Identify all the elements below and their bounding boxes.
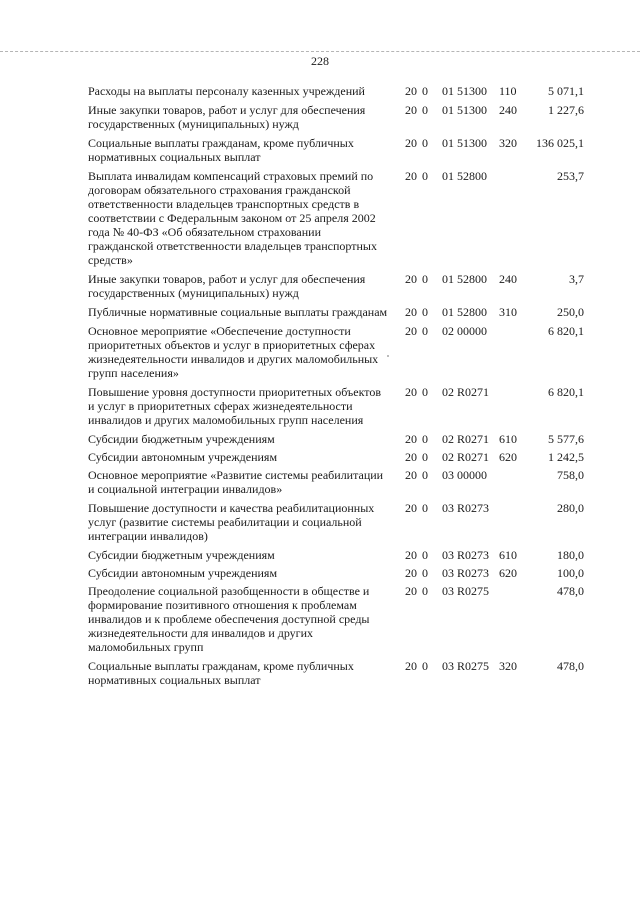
row-amount: 1 227,6 (548, 103, 584, 117)
row-amount: 6 820,1 (548, 385, 584, 399)
table-row (88, 584, 608, 654)
subsection-code: 0 (422, 324, 428, 338)
expense-type-code: 610 (499, 548, 517, 562)
section-code: 20 (405, 324, 417, 338)
subsection-code: 0 (422, 584, 428, 598)
subsection-code: 0 (422, 103, 428, 117)
section-code: 20 (405, 450, 417, 464)
expense-type-code: 240 (499, 272, 517, 286)
target-article-code: 01 52800 (442, 305, 487, 319)
table-row (88, 450, 608, 464)
table-row (88, 103, 608, 131)
subsection-code: 0 (422, 432, 428, 446)
subsection-code: 0 (422, 84, 428, 98)
row-name: Публичные нормативные социальные выплаты гражданам (88, 305, 388, 319)
target-article-code: 03 R0275 (442, 659, 490, 673)
row-name: Основное мероприятие «Обеспечение доступности приоритетных объектов и услуг в приоритетных сферах жизнедеятельности инвалидов и других маломобильных групп населения» (88, 324, 379, 380)
section-code: 20 (405, 84, 417, 98)
table-row (88, 548, 608, 562)
subsection-code: 0 (422, 548, 428, 562)
table-row (88, 659, 608, 687)
section-code: 20 (405, 272, 417, 286)
expense-type-code: 610 (499, 432, 517, 446)
row-name: Иные закупки товаров, работ и услуг для обеспечения государственных (муниципальных) нужд (88, 103, 366, 131)
row-amount: 758,0 (557, 468, 584, 482)
target-article-code: 03 00000 (442, 468, 487, 482)
row-amount: 1 242,5 (548, 450, 584, 464)
target-article-code: 01 52800 (442, 272, 487, 286)
section-code: 20 (405, 385, 417, 399)
row-name: Социальные выплаты гражданам, кроме публичных нормативных социальных выплат (88, 136, 354, 164)
target-article-code: 03 R0273 (442, 501, 490, 515)
row-amount: 478,0 (557, 584, 584, 598)
row-name: Расходы на выплаты персоналу казенных учреждений (88, 84, 365, 98)
target-article-code: 01 51300 (442, 84, 487, 98)
row-amount: 3,7 (569, 272, 584, 286)
table-row (88, 432, 608, 446)
subsection-code: 0 (422, 659, 428, 673)
target-article-code: 01 52800 (442, 169, 487, 183)
subsection-code: 0 (422, 385, 428, 399)
expense-type-code: 320 (499, 659, 517, 673)
table-row (88, 136, 608, 164)
row-amount: 250,0 (557, 305, 584, 319)
scan-speck (387, 355, 389, 357)
section-code: 20 (405, 432, 417, 446)
section-code: 20 (405, 169, 417, 183)
target-article-code: 02 R0271 (442, 450, 490, 464)
subsection-code: 0 (422, 566, 428, 580)
row-name: Иные закупки товаров, работ и услуг для обеспечения государственных (муниципальных) нужд (88, 272, 366, 300)
section-code: 20 (405, 136, 417, 150)
row-amount: 6 820,1 (548, 324, 584, 338)
section-code: 20 (405, 548, 417, 562)
row-name: Основное мероприятие «Развитие системы реабилитации и социальной интеграции инвалидов» (88, 468, 384, 496)
row-name: Субсидии бюджетным учреждениям (88, 432, 275, 446)
row-name: Субсидии автономным учреждениям (88, 450, 278, 464)
section-code: 20 (405, 468, 417, 482)
row-name: Социальные выплаты гражданам, кроме публичных нормативных социальных выплат (88, 659, 354, 687)
row-amount: 280,0 (557, 501, 584, 515)
page-header-divider (0, 51, 640, 52)
table-row (88, 501, 608, 543)
target-article-code: 02 00000 (442, 324, 487, 338)
row-amount: 253,7 (557, 169, 584, 183)
expense-type-code: 110 (499, 84, 517, 98)
target-article-code: 02 R0271 (442, 385, 490, 399)
table-row (88, 84, 608, 98)
section-code: 20 (405, 103, 417, 117)
row-amount: 5 577,6 (548, 432, 584, 446)
row-name: Выплата инвалидам компенсаций страховых премий по договорам обязательного страхования гражданской ответственности владельцев транспортных средств в соответствии с Федеральным законом от 25 апреля 2002 года № 40-ФЗ «Об обязательном страховании гражданской ответственности владельцев транспортных средств» (88, 169, 377, 267)
section-code: 20 (405, 305, 417, 319)
row-amount: 180,0 (557, 548, 584, 562)
row-amount: 5 071,1 (548, 84, 584, 98)
row-amount: 478,0 (557, 659, 584, 673)
section-code: 20 (405, 501, 417, 515)
expense-type-code: 320 (499, 136, 517, 150)
target-article-code: 01 51300 (442, 103, 487, 117)
target-article-code: 03 R0275 (442, 584, 490, 598)
table-row (88, 566, 608, 580)
expense-type-code: 620 (499, 566, 517, 580)
section-code: 20 (405, 584, 417, 598)
row-amount: 100,0 (557, 566, 584, 580)
expense-type-code: 310 (499, 305, 517, 319)
section-code: 20 (405, 566, 417, 580)
subsection-code: 0 (422, 305, 428, 319)
target-article-code: 03 R0273 (442, 566, 490, 580)
subsection-code: 0 (422, 169, 428, 183)
table-row (88, 305, 608, 319)
row-name: Повышение уровня доступности приоритетных объектов и услуг в приоритетных сферах жизнедеятельности инвалидов и других маломобильных групп населения (88, 385, 382, 427)
table-row (88, 272, 608, 300)
table-row (88, 468, 608, 496)
row-name: Повышение доступности и качества реабилитационных услуг (развитие системы реабилитации и социальной интеграции инвалидов) (88, 501, 375, 543)
table-row (88, 385, 608, 427)
expense-type-code: 620 (499, 450, 517, 464)
budget-table (88, 84, 608, 687)
row-name: Субсидии бюджетным учреждениям (88, 548, 275, 562)
table-row (88, 324, 608, 380)
target-article-code: 02 R0271 (442, 432, 490, 446)
target-article-code: 01 51300 (442, 136, 487, 150)
row-name: Преодоление социальной разобщенности в обществе и формирование позитивного отношения к проблемам инвалидов и к проблеме обеспечения доступной среды жизнедеятельности для инвалидов и других маломобильных групп (88, 584, 370, 654)
row-amount: 136 025,1 (536, 136, 584, 150)
page-number: 228 (311, 54, 329, 68)
subsection-code: 0 (422, 450, 428, 464)
subsection-code: 0 (422, 468, 428, 482)
section-code: 20 (405, 659, 417, 673)
target-article-code: 03 R0273 (442, 548, 490, 562)
table-row (88, 169, 608, 267)
row-name: Субсидии автономным учреждениям (88, 566, 278, 580)
expense-type-code: 240 (499, 103, 517, 117)
subsection-code: 0 (422, 136, 428, 150)
subsection-code: 0 (422, 272, 428, 286)
subsection-code: 0 (422, 501, 428, 515)
